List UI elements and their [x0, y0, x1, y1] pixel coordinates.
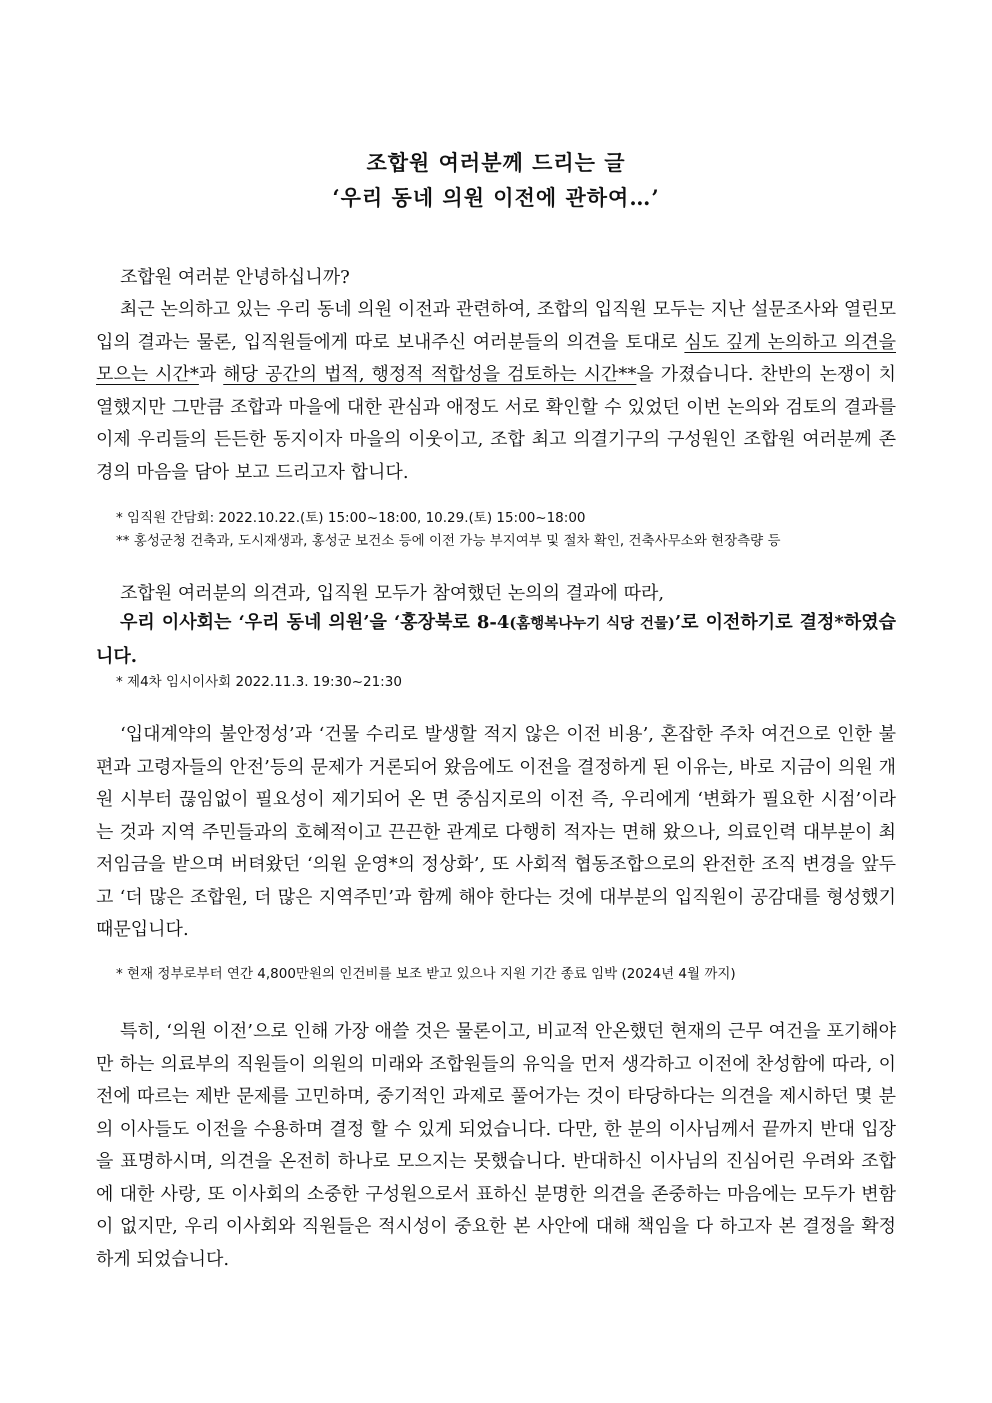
footnote-board-meeting: * 제4차 임시이사회 2022.11.3. 19:30~21:30	[116, 674, 402, 690]
paragraph-1	[96, 294, 896, 489]
footnote-subsidy: * 현재 정부로부터 연간 4,800만원의 인건비를 보조 받고 있으나 지원 기간 종료 임박 (2024년 4월 까지)	[116, 966, 736, 982]
paragraph-1-text-b: 과	[198, 364, 224, 385]
greeting: 조합원 여러분 안녕하십니까?	[120, 267, 350, 288]
paragraph-3: ‘입대계약의 불안정성’과 ‘건물 수리로 발생할 적지 않은 이전 비용’, 혼잡한 주차 여건으로 인한 불편과 고령자들의 안전’등의 문제가 거론되어 왔음에도 이전을 결정하게 된 이유는, 바로 지금이 의원 개원 시부터 끊임없이 필요성이 제기되어 온 면 중심지로의 이전 즉, 우리에게 ‘변화가 필요한 시점’이라는 것과 지역 주민들과의 호혜적이고 끈끈한 관계로 다행히 적자는 면해 왔으나, 의료인력 대부분이 최저임금을 받으며 버텨왔던 ‘의원 운영*의 정상화’, 또 사회적 협동조합으로의 완전한 조직 변경을 앞두고 ‘더 많은 조합원, 더 많은 지역주민’과 함께 해야 한다는 것에 대부분의 입직원이 공감대를 형성했기 때문입니다.	[96, 724, 896, 940]
decision-statement	[96, 607, 896, 673]
document-subtitle: ‘우리 동네 의원 이전에 관하여…’	[332, 185, 660, 210]
document-title: 조합원 여러분께 드리는 글	[366, 150, 626, 175]
decision-text-b: ’로 이전하기로 결정*하였습니다.	[96, 612, 897, 667]
footnote-meeting-dates: * 임직원 간담회: 2022.10.22.(토) 15:00~18:00, 10.29.(토) 15:00~18:00	[116, 510, 586, 526]
footnote-review-details: ** 홍성군청 건축과, 도시재생과, 홍성군 보건소 등에 이전 가능 부지여부 및 절차 확인, 건축사무소와 현장측량 등	[116, 533, 781, 549]
paragraph-1-underline-review: 해당 공간의 법적, 행정적 적합성을 검토하는 시간**	[223, 364, 637, 385]
paragraph-1-text-a: 최근 논의하고 있는 우리 동네 의원 이전과 관련하여, 조합의 입직원 모두는 지난 설문조사와 열린모입의 결과는 물론, 입직원들에게 따로 보내주신 여러분들의 의견을 토대로	[96, 299, 896, 353]
decision-building-name: (홈행복나누기 식당 건물)	[509, 615, 675, 632]
decision-text-a: 우리 이사회는 ‘우리 동네 의원’을 ‘홍장북로 8-4	[120, 612, 510, 633]
paragraph-4: 특히, ‘의원 이전’으로 인해 가장 애쓸 것은 물론이고, 비교적 안온했던 현재의 근무 여건을 포기해야만 하는 의료부의 직원들이 의원의 미래와 조합원들의 유익을 먼저 생각하고 이전에 찬성함에 따라, 이전에 따르는 제반 문제를 고민하며, 중기적인 과제로 풀어가는 것이 타당하다는 의견을 제시하던 몇 분의 이사들도 이전을 수용하며 결정 할 수 있게 되었습니다. 다만, 한 분의 이사님께서 끝까지 반대 입장을 표명하시며, 의견을 온전히 하나로 모으지는 못했습니다. 반대하신 이사님의 진심어린 우려와 조합에 대한 사랑, 또 이사회의 소중한 구성원으로서 표하신 분명한 의견을 존중하는 마음에는 모두가 변함이 없지만, 우리 이사회와 직원들은 적시성이 중요한 본 사안에 대해 책임을 다 하고자 본 결정을 확정하게 되었습니다.	[96, 1021, 896, 1270]
paragraph-1-underline-discussion: 심도 깊게 논의하고 의견을 모으는 시간*	[96, 331, 896, 385]
paragraph-2-intro: 조합원 여러분의 의견과, 입직원 모두가 참여했던 논의의 결과에 따라,	[120, 583, 665, 604]
paragraph-1-text-c: 을 가졌습니다. 찬반의 논쟁이 치열했지만 그만큼 조합과 마을에 대한 관심과 애정도 서로 확인할 수 있었던 이번 논의와 검토의 결과를 이제 우리들의 든든한 동지이자 마을의 이웃이고, 조합 최고 의결기구의 구성원인 조합원 여러분께 존경의 마음을 담아 보고 드리고자 합니다.	[96, 364, 896, 483]
